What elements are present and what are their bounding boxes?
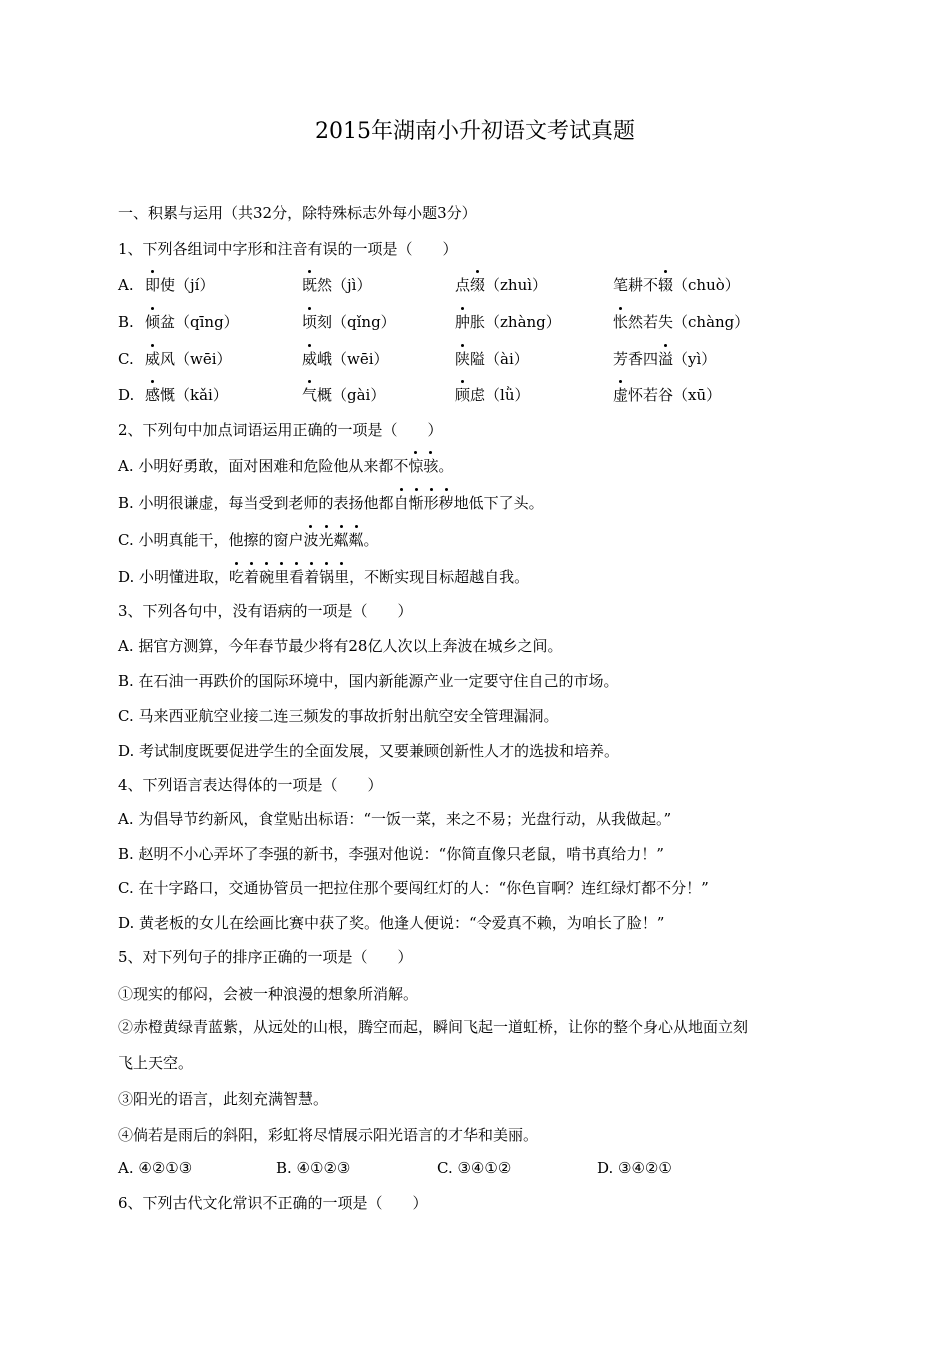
word-text: 芳香四 bbox=[613, 350, 659, 368]
section-heading: 一、积累与运用（共32分，除特殊标志外每小题3分） bbox=[118, 204, 477, 222]
question-5-stem: 5、对下列句子的排序正确的一项是（ ） bbox=[118, 948, 413, 966]
word-item bbox=[613, 311, 749, 333]
word-text: 慨（kǎi） bbox=[160, 386, 228, 404]
dotted-char: 顷 bbox=[302, 313, 318, 331]
dotted-word: 波光粼粼 bbox=[303, 531, 364, 549]
dotted-char: 感 bbox=[145, 386, 161, 404]
word-item bbox=[145, 348, 232, 370]
question-2-option-a bbox=[118, 455, 453, 477]
dotted-char: 威 bbox=[302, 350, 318, 368]
word-text: 盆（qīng） bbox=[160, 313, 239, 331]
word-text: 使（jí） bbox=[160, 276, 215, 294]
dotted-char: 怅 bbox=[613, 313, 629, 331]
question-3-option-c: C. 马来西亚航空业接二连三频发的事故折射出航空安全管理漏洞。 bbox=[118, 707, 559, 725]
word-item bbox=[613, 384, 721, 406]
word-item bbox=[455, 348, 529, 370]
word-item bbox=[455, 311, 561, 333]
word-item bbox=[145, 384, 228, 406]
option-text: 。 bbox=[363, 531, 379, 549]
question-3-option-a: A. 据官方测算，今年春节最少将有28亿人次以上奔波在城乡之间。 bbox=[118, 637, 563, 655]
option-text: ，不断实现目标超越自我。 bbox=[349, 568, 530, 586]
dotted-char: 顾 bbox=[455, 386, 471, 404]
dotted-char: 肿 bbox=[455, 313, 471, 331]
word-item bbox=[145, 311, 239, 333]
question-6-stem: 6、下列古代文化常识不正确的一项是（ ） bbox=[118, 1194, 428, 1212]
word-text: 胀（zhàng） bbox=[470, 313, 561, 331]
page-title: 2015年湖南小升初语文考试真题 bbox=[315, 119, 635, 144]
question-5-sentence-1: ①现实的郁闷，会被一种浪漫的想象所消解。 bbox=[118, 985, 419, 1003]
dotted-char: 气 bbox=[302, 386, 318, 404]
option-text: 地低下了头。 bbox=[453, 494, 544, 512]
word-text: 隘（ài） bbox=[470, 350, 529, 368]
dotted-char: 陕 bbox=[455, 350, 471, 368]
word-item bbox=[302, 311, 396, 333]
word-item bbox=[613, 348, 716, 370]
option-letter: A. bbox=[118, 276, 134, 294]
question-5-sentence-2: ②赤橙黄绿青蓝紫，从远处的山根，腾空而起，瞬间飞起一道虹桥，让你的整个身心从地面立刻 bbox=[118, 1018, 749, 1036]
word-item bbox=[302, 274, 371, 296]
word-text: （chuò） bbox=[673, 276, 740, 294]
word-item bbox=[302, 348, 389, 370]
word-item bbox=[455, 274, 547, 296]
word-item bbox=[145, 274, 214, 296]
question-2-option-b bbox=[118, 492, 544, 514]
question-5-sentence-4: ④倘若是雨后的斜阳，彩虹将尽情展示阳光语言的才华和美丽。 bbox=[118, 1126, 539, 1144]
option-text: 。 bbox=[438, 457, 454, 475]
word-text: （zhuì） bbox=[485, 276, 548, 294]
option-text: A. 小明好勇敢，面对困难和危险他从来都不 bbox=[118, 457, 409, 475]
option-text: C. 小明真能干，他擦的窗户 bbox=[118, 531, 304, 549]
dotted-char: 威 bbox=[145, 350, 161, 368]
dotted-char: 既 bbox=[302, 276, 318, 294]
question-5-sentence-3: ③阳光的语言，此刻充满智慧。 bbox=[118, 1090, 329, 1108]
question-3-option-d: D. 考试制度既要促进学生的全面发展，又要兼顾创新性人才的选拔和培养。 bbox=[118, 742, 620, 760]
question-3-option-b: B. 在石油一再跌价的国际环境中，国内新能源产业一定要守住自己的市场。 bbox=[118, 672, 619, 690]
question-5-sentence-2-cont: 飞上天空。 bbox=[118, 1054, 194, 1072]
word-text: 风（wēi） bbox=[160, 350, 232, 368]
question-2-option-c bbox=[118, 529, 379, 551]
word-item bbox=[613, 274, 740, 296]
dotted-char: 辍 bbox=[658, 276, 674, 294]
word-text: 点 bbox=[455, 276, 471, 294]
dotted-char: 溢 bbox=[658, 350, 674, 368]
option-letter: D. bbox=[118, 386, 135, 404]
word-text: 然若失（chàng） bbox=[628, 313, 750, 331]
word-text: 概（gài） bbox=[317, 386, 386, 404]
question-2-stem: 2、下列句中加点词语运用正确的一项是（ ） bbox=[118, 421, 443, 439]
word-item bbox=[455, 384, 529, 406]
word-item bbox=[302, 384, 385, 406]
dotted-word: 自惭形秽 bbox=[393, 494, 454, 512]
dotted-word: 吃着碗里看着锅里 bbox=[229, 568, 350, 586]
question-5-option-c: C. ③④①② bbox=[437, 1159, 512, 1177]
option-text: B. 小明很谦虚，每当受到老师的表扬他都 bbox=[118, 494, 394, 512]
option-letter: C. bbox=[118, 350, 134, 368]
question-5-option-d: D. ③④②① bbox=[597, 1159, 672, 1177]
dotted-char: 即 bbox=[145, 276, 161, 294]
word-text: 然（jì） bbox=[317, 276, 372, 294]
word-text: 刻（qǐng） bbox=[317, 313, 396, 331]
dotted-char: 虚 bbox=[613, 386, 629, 404]
question-4-option-a: A. 为倡导节约新风，食堂贴出标语：“一饭一菜，来之不易；光盘行动，从我做起。” bbox=[118, 810, 672, 828]
question-3-stem: 3、下列各句中，没有语病的一项是（ ） bbox=[118, 602, 413, 620]
dotted-word: 惊骇 bbox=[408, 457, 439, 475]
question-4-stem: 4、下列语言表达得体的一项是（ ） bbox=[118, 776, 383, 794]
dotted-char: 倾 bbox=[145, 313, 161, 331]
option-text: D. 小明懂进取， bbox=[118, 568, 230, 586]
question-4-option-b: B. 赵明不小心弄坏了李强的新书，李强对他说：“你简直像只老鼠，啃书真给力！” bbox=[118, 845, 664, 863]
word-text: 笔耕不 bbox=[613, 276, 659, 294]
question-4-option-d: D. 黄老板的女儿在绘画比赛中获了奖。他逢人便说：“令爱真不赖，为咱长了脸！” bbox=[118, 914, 665, 932]
word-text: 怀若谷（xū） bbox=[628, 386, 722, 404]
question-1-stem: 1、下列各组词中字形和注音有误的一项是（ ） bbox=[118, 240, 458, 258]
word-text: （yì） bbox=[673, 350, 717, 368]
option-letter: B. bbox=[118, 313, 134, 331]
word-text: 峨（wēi） bbox=[317, 350, 389, 368]
dotted-char: 缀 bbox=[470, 276, 486, 294]
word-text: 虑（lǜ） bbox=[470, 386, 530, 404]
question-2-option-d bbox=[118, 566, 529, 588]
question-5-option-b: B. ④①②③ bbox=[276, 1159, 351, 1177]
question-5-option-a: A. ④②①③ bbox=[118, 1159, 193, 1177]
question-4-option-c: C. 在十字路口，交通协管员一把拉住那个要闯红灯的人：“你色盲啊？连红绿灯都不分！” bbox=[118, 879, 709, 897]
